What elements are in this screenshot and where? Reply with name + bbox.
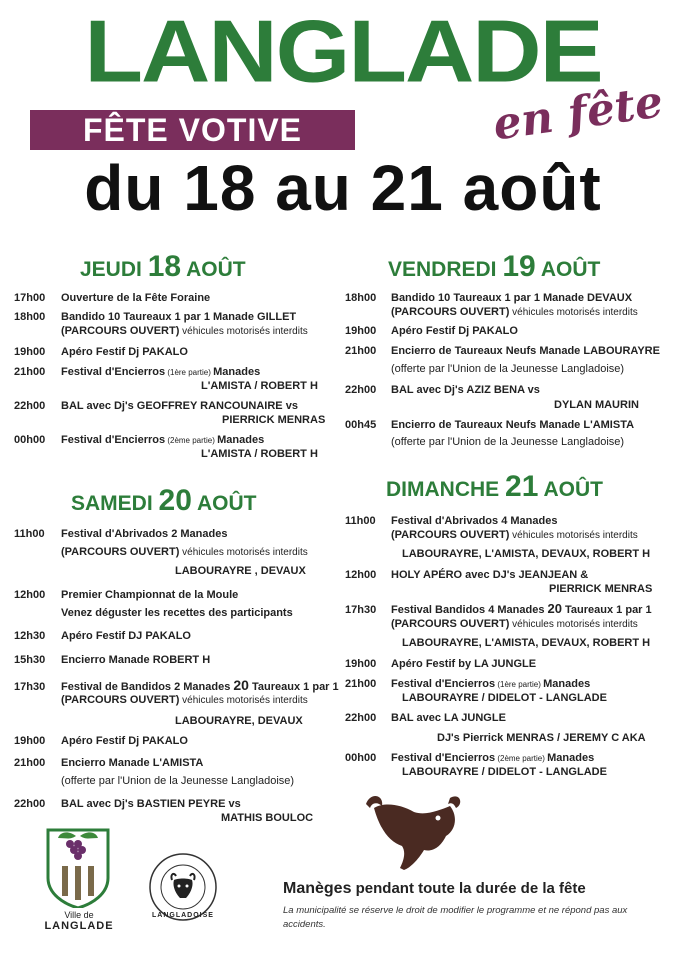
schedule-item-line2: PIERRICK MENRAS [222,414,326,426]
event-note: véhicules motorisés interdits [179,695,308,706]
event-note: véhicules motorisés interdits [509,307,638,318]
event-text: (PARCOURS OUVERT) [61,546,180,558]
event-time: 12h00 [345,569,377,581]
day-number: 21 [505,470,539,503]
langlade-crest-icon [44,826,112,908]
event-time: 15h30 [14,654,46,666]
event-time: 17h30 [345,604,377,616]
event-time: 12h30 [14,630,46,642]
day-label: DIMANCHE [386,478,500,501]
event-text: Bandido 10 Taureaux 1 par 1 Manade DEVAUX [391,292,633,304]
schedule-item-line2: LABOURAYRE / DIDELOT - LANGLADE [402,692,607,704]
schedule-item [345,291,632,305]
day-header-jeudi [80,250,246,284]
event-note: véhicules motorisés interdits [509,530,638,541]
schedule-item-line2 [391,528,638,543]
en-fete-tagline: en fête [490,76,666,151]
event-text: Ouverture de la Fête Foraine [61,292,211,304]
event-time: 17h30 [14,681,46,693]
day-label: SAMEDI [71,492,153,515]
schedule-item [14,629,191,643]
event-time: 22h00 [345,384,377,396]
event-text: (PARCOURS OUVERT) [61,694,180,706]
event-text: Taureaux 1 par 1 [248,681,339,693]
schedule-item [14,291,210,305]
schedule-item-line2: (offerte par l'Union de la Jeunesse Langladoise) [391,436,625,448]
schedule-item [345,514,557,528]
schedule-item-line3: LABOURAYRE, L'AMISTA, DEVAUX, ROBERT H [402,548,651,560]
event-text: Festival d'Abrivados 2 Manades [61,528,228,540]
event-text: Encierro Manade ROBERT H [61,654,211,666]
day-label: VENDREDI [388,258,497,281]
day-month: AOÛT [540,258,601,281]
event-text: (PARCOURS OUVERT) [391,529,510,541]
day-number: 19 [502,250,536,283]
schedule-item-line2: (offerte par l'Union de la Jeunesse Langladoise) [391,363,625,375]
event-time: 17h00 [14,292,46,304]
event-text: Festival d'Encierros [391,752,496,764]
schedule-item-line2 [391,617,638,632]
event-text: BAL avec Dj's GEOFFREY RANCOUNAIRE vs [61,400,298,412]
schedule-item [14,399,298,413]
schedule-item [345,383,540,397]
event-text: (PARCOURS OUVERT) [391,618,510,630]
maneges-bold: Manèges [283,880,352,897]
schedule-item-line2: DYLAN MAURIN [554,399,639,411]
event-text: Festival d'Abrivados 4 Manades [391,515,558,527]
schedule-item [14,734,188,748]
event-note: véhicules motorisés interdits [179,547,308,558]
schedule-item [14,797,241,811]
schedule-item-line3: LABOURAYRE, DEVAUX [175,715,303,727]
schedule-item [14,756,203,770]
schedule-item-line3: LABOURAYRE , DEVAUX [175,565,306,577]
event-note: (2ème partie) [495,754,548,763]
schedule-item-line2 [61,324,308,339]
event-note: (1ère partie) [165,368,214,377]
schedule-item [345,324,518,338]
event-text: Festival d'Encierros [61,434,166,446]
seal-label: LANGLADOISE [152,912,214,919]
schedule-item-line2: Venez déguster les recettes des participants [61,607,293,619]
event-time: 21h00 [14,366,46,378]
event-time: 18h00 [345,292,377,304]
event-text: BAL avec Dj's BASTIEN PEYRE vs [61,798,241,810]
event-text: Festival d'Encierros [391,678,496,690]
schedule-item [14,345,188,359]
schedule-item-line2: L'AMISTA / ROBERT H [201,380,318,392]
schedule-item [14,365,260,380]
event-text: Festival Bandidos 4 Manades [391,604,548,616]
event-time: 21h00 [345,678,377,690]
day-header-vendredi [388,250,600,284]
maneges-text: pendant toute la durée de la fête [351,880,586,897]
event-time: 00h00 [345,752,377,764]
schedule-item [14,678,339,694]
event-text: Apéro Festif Dj PAKALO [61,346,188,358]
event-time: 21h00 [14,757,46,769]
schedule-item-line2: PIERRICK MENRAS [549,583,653,595]
event-text: (PARCOURS OUVERT) [61,325,180,337]
event-text: Manades [543,678,591,690]
schedule-item-line2 [61,693,308,708]
schedule-item [345,568,588,582]
schedule-item-line2: L'AMISTA / ROBERT H [201,448,318,460]
schedule-item [345,751,594,766]
day-month: AOÛT [196,492,257,515]
day-label: JEUDI [80,258,142,281]
event-text: Apéro Festif by LA JUNGLE [391,658,537,670]
schedule-item-line2: (offerte par l'Union de la Jeunesse Langladoise) [61,775,295,787]
schedule-item [14,527,227,541]
event-text: Manades [213,366,261,378]
schedule-item [345,602,652,617]
event-text: (PARCOURS OUVERT) [391,306,510,318]
event-note: véhicules motorisés interdits [179,326,308,337]
day-number: 20 [158,484,192,517]
ville-name: LANGLADE [44,920,114,932]
event-text: Taureaux 1 par 1 [561,604,652,616]
event-text: Premier Championnat de la Moule [61,589,239,601]
disclaimer: La municipalité se réserve le droit de modifier le programme et ne répond pas aux accidents. [283,905,628,930]
event-time: 18h00 [14,311,46,323]
page-title: LANGLADE [84,2,602,101]
event-text: Encierro Manade L'AMISTA [61,757,204,769]
event-note: (1ère partie) [495,680,544,689]
event-time: 19h00 [14,735,46,747]
event-time: 11h00 [14,528,45,540]
event-time: 22h00 [345,712,377,724]
schedule-item-line2: MATHIS BOULOC [221,812,314,824]
event-text: BAL avec LA JUNGLE [391,712,506,724]
event-text: Encierro de Taureaux Neufs Manade L'AMISTA [391,419,635,431]
maneges-notice [283,880,586,898]
event-dates: du 18 au 21 août [84,152,602,224]
event-note: véhicules motorisés interdits [509,619,638,630]
day-month: AOÛT [543,478,603,501]
event-text: Bandido 10 Taureaux 1 par 1 Manade GILLET [61,311,297,323]
day-number: 18 [147,250,182,283]
event-time: 12h00 [14,589,46,601]
event-text: Apéro Festif Dj PAKALO [61,735,188,747]
event-time: 00h45 [345,419,377,431]
event-text: Encierro de Taureaux Neufs Manade LABOURAYRE [391,345,660,357]
schedule-item-line2: DJ's Pierrick MENRAS / JEREMY C AKA [437,732,646,744]
event-time: 21h00 [345,345,377,357]
event-text: Manades [217,434,265,446]
event-note: (2ème partie) [165,436,218,445]
schedule-item-line2: LABOURAYRE / DIDELOT - LANGLADE [402,766,607,778]
event-time: 19h00 [14,346,46,358]
event-number: 20 [233,677,249,693]
event-time: 11h00 [345,515,376,527]
bull-icon [360,790,468,870]
schedule-item-line3: LABOURAYRE, L'AMISTA, DEVAUX, ROBERT H [402,637,651,649]
event-number: 20 [547,601,562,616]
event-text: Festival d'Encierros [61,366,166,378]
schedule-item [345,677,590,692]
schedule-item [14,588,238,602]
event-time: 00h00 [14,434,46,446]
schedule-item [14,653,210,667]
event-text: Apéro Festif Dj PAKALO [391,325,518,337]
schedule-item [345,418,634,432]
fete-votive-banner: FÊTE VOTIVE [30,110,355,150]
day-header-samedi [71,484,256,518]
event-text: Festival de Bandidos 2 Manades [61,681,234,693]
schedule-item [14,433,264,448]
event-time: 19h00 [345,325,377,337]
schedule-item-line2 [61,545,308,560]
ville-de-label: Ville de [64,910,94,920]
schedule-item [345,657,536,671]
event-time: 22h00 [14,400,46,412]
day-month: AOÛT [186,258,246,281]
event-text: Apéro Festif DJ PAKALO [61,630,191,642]
event-time: 19h00 [345,658,377,670]
schedule-item [345,711,506,725]
event-time: 22h00 [14,798,46,810]
schedule-item [345,344,660,358]
schedule-item [14,310,296,324]
event-text: Manades [547,752,595,764]
event-text: BAL avec Dj's AZIZ BENA vs [391,384,540,396]
day-header-dimanche [386,470,603,504]
schedule-item-line2 [391,305,638,320]
event-text: HOLY APÉRO avec DJ's JEANJEAN & [391,569,589,581]
